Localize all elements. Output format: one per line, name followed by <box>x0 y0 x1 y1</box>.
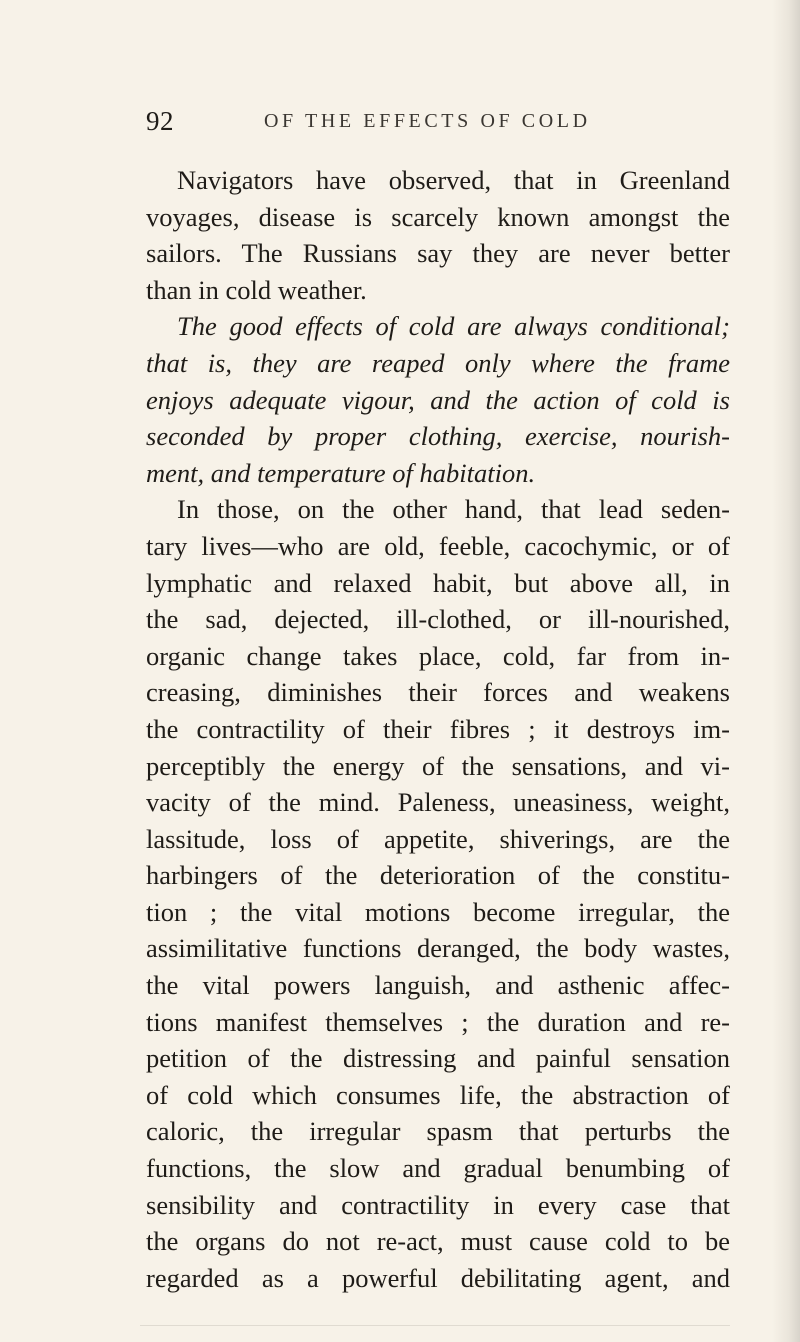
text-line: of cold which consumes life, the abstraction of <box>146 1079 730 1110</box>
text-line: enjoys adequate vigour, and the action of cold is <box>146 384 730 415</box>
text-line: petition of the distressing and painful sensation <box>146 1043 730 1074</box>
running-head: OF THE EFFECTS OF COLD <box>264 110 591 132</box>
text-line: ment, and temperature of habitation. <box>146 457 536 488</box>
text-line: voyages, disease is scarcely known amongst the <box>146 201 730 232</box>
text-line: the vital powers languish, and asthenic affec- <box>146 970 730 1001</box>
text-line: regarded as a powerful debilitating agent, and <box>146 1262 730 1293</box>
text-line: that is, they are reaped only where the frame <box>146 347 730 378</box>
text-line: tions manifest themselves ; the duration and re- <box>146 1006 730 1037</box>
paragraph-3 <box>146 491 730 1296</box>
text-line: tion ; the vital motions become irregular, the <box>146 896 730 927</box>
text-line: tary lives—who are old, feeble, cacochymic, or of <box>146 530 730 561</box>
text-line: In those, on the other hand, that lead seden- <box>177 494 730 525</box>
text-line: functions, the slow and gradual benumbing of <box>146 1153 730 1184</box>
text-line: the organs do not re-act, must cause cold to be <box>146 1226 730 1257</box>
paragraph-1 <box>146 162 730 308</box>
text-line: the contractility of their fibres ; it destroys im- <box>146 713 730 744</box>
text-line: vacity of the mind. Paleness, uneasiness, weight, <box>146 787 730 818</box>
page-number: 92 <box>146 106 174 136</box>
text-line: lymphatic and relaxed habit, but above all, in <box>146 567 730 598</box>
paragraph-2-italic <box>146 308 730 491</box>
text-line: assimilitative functions deranged, the body wastes, <box>146 933 730 964</box>
text-line: the sad, dejected, ill-clothed, or ill-nourished, <box>146 604 730 635</box>
text-line: seconded by proper clothing, exercise, nourish- <box>146 421 730 452</box>
text-line: Navigators have observed, that in Greenland <box>177 165 730 195</box>
text-line: creasing, diminishes their forces and weakens <box>146 677 730 708</box>
text-line: caloric, the irregular spasm that perturbs the <box>146 1116 730 1147</box>
text-line: organic change takes place, cold, far from in- <box>146 640 730 671</box>
text-line: sensibility and contractility in every case that <box>146 1189 730 1220</box>
body-text <box>146 162 730 1296</box>
text-line: than in cold weather. <box>146 274 367 305</box>
text-line: lassitude, loss of appetite, shiverings, are the <box>146 823 730 854</box>
text-line: The good effects of cold are always conditional; <box>177 311 730 342</box>
text-line: harbingers of the deterioration of the constitu- <box>146 860 730 891</box>
page-edge-shadow <box>772 0 800 1342</box>
text-line: sailors. The Russians say they are never better <box>146 238 730 269</box>
text-line: perceptibly the energy of the sensations, and vi- <box>146 750 730 781</box>
page-header <box>146 106 726 146</box>
bottom-edge-line <box>140 1325 730 1326</box>
